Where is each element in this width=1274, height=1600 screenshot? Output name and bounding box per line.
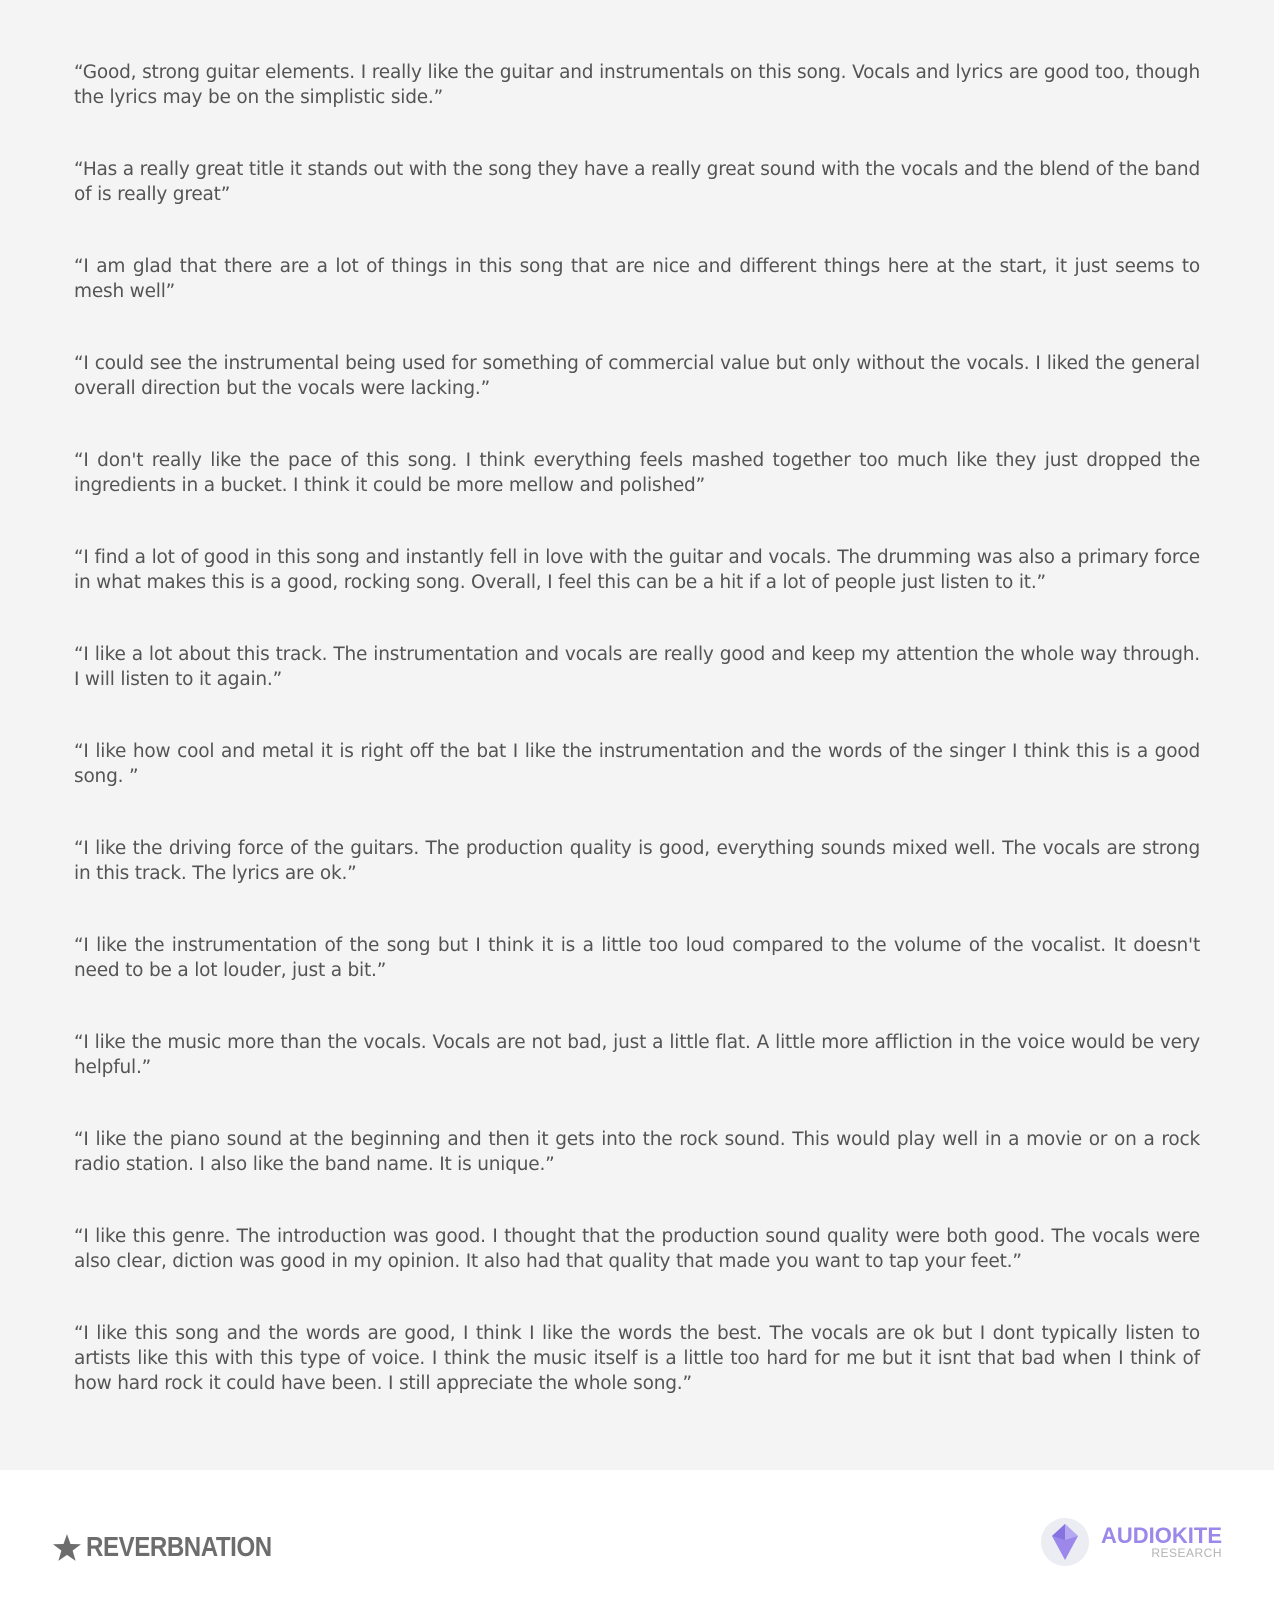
feedback-quote: “I find a lot of good in this song and instantly fell in love with the guitar and vocals. The drumming was also a primary force in what makes this is a good, rocking song. Overall, I feel this can be a hit if a lot of people just listen to it.” [74,547,1200,593]
feedback-quote: “I like how cool and metal it is right off the bat I like the instrumentation and the words of the singer I think this is a good song. ” [74,741,1200,787]
star-icon [53,1534,81,1561]
feedback-quote: “I like this genre. The introduction was good. I thought that the production sound quality were both good. The vocals were also clear, diction was good in my opinion. It also had that quality that made you want to tap your feet.” [74,1226,1200,1272]
feedback-quote: “Good, strong guitar elements. I really like the guitar and instrumentals on this song. Vocals and lyrics are good too, though the lyrics may be on the simplistic side.” [74,62,1200,108]
feedback-quote-list [74,60,1200,1443]
feedback-quote: “Has a really great title it stands out with the song they have a really great sound with the vocals and the blend of the band of is really great” [74,159,1200,205]
page-footer [0,1470,1274,1600]
reverbnation-logo [53,1531,302,1563]
feedback-quote: “I don't really like the pace of this song. I think everything feels mashed together too much like they just dropped the ingredients in a bucket. I think it could be more mellow and polished” [74,450,1200,496]
audiokite-wordmark [1101,1522,1222,1560]
feedback-quote: “I like the instrumentation of the song but I think it is a little too loud compared to the volume of the vocalist. It doesn't need to be a lot louder, just a bit.” [74,935,1200,981]
feedback-quote: “I like a lot about this track. The instrumentation and vocals are really good and keep my attention the whole way through. I will listen to it again.” [74,644,1200,690]
feedback-quote: “I like the piano sound at the beginning and then it gets into the rock sound. This would play well in a movie or on a rock radio station. I also like the band name. It is unique.” [74,1129,1200,1175]
feedback-quote: “I like the driving force of the guitars. The production quality is good, everything sounds mixed well. The vocals are strong in this track. The lyrics are ok.” [74,838,1200,884]
reverbnation-wordmark: REVERBNATION [86,1531,272,1562]
kite-gem-icon [1041,1518,1089,1566]
feedback-quote: “I am glad that there are a lot of things in this song that are nice and different things here at the start, it just seems to mesh well” [74,256,1200,302]
audiokite-subtitle: RESEARCH [1151,1545,1222,1560]
audiokite-name: AUDIOKITE [1101,1522,1222,1548]
feedback-quote: “I could see the instrumental being used for something of commercial value but only without the vocals. I liked the general overall direction but the vocals were lacking.” [74,353,1200,399]
audiokite-logo [1041,1518,1222,1566]
feedback-quote: “I like this song and the words are good, I think I like the words the best. The vocals are ok but I dont typically listen to artists like this with this type of voice. I think the music itself is a little too hard for me but it isnt that bad when I think of how hard rock it could have been. I still appreciate the whole song.” [74,1323,1200,1394]
feedback-quote: “I like the music more than the vocals. Vocals are not bad, just a little flat. A little more affliction in the voice would be very helpful.” [74,1032,1200,1078]
